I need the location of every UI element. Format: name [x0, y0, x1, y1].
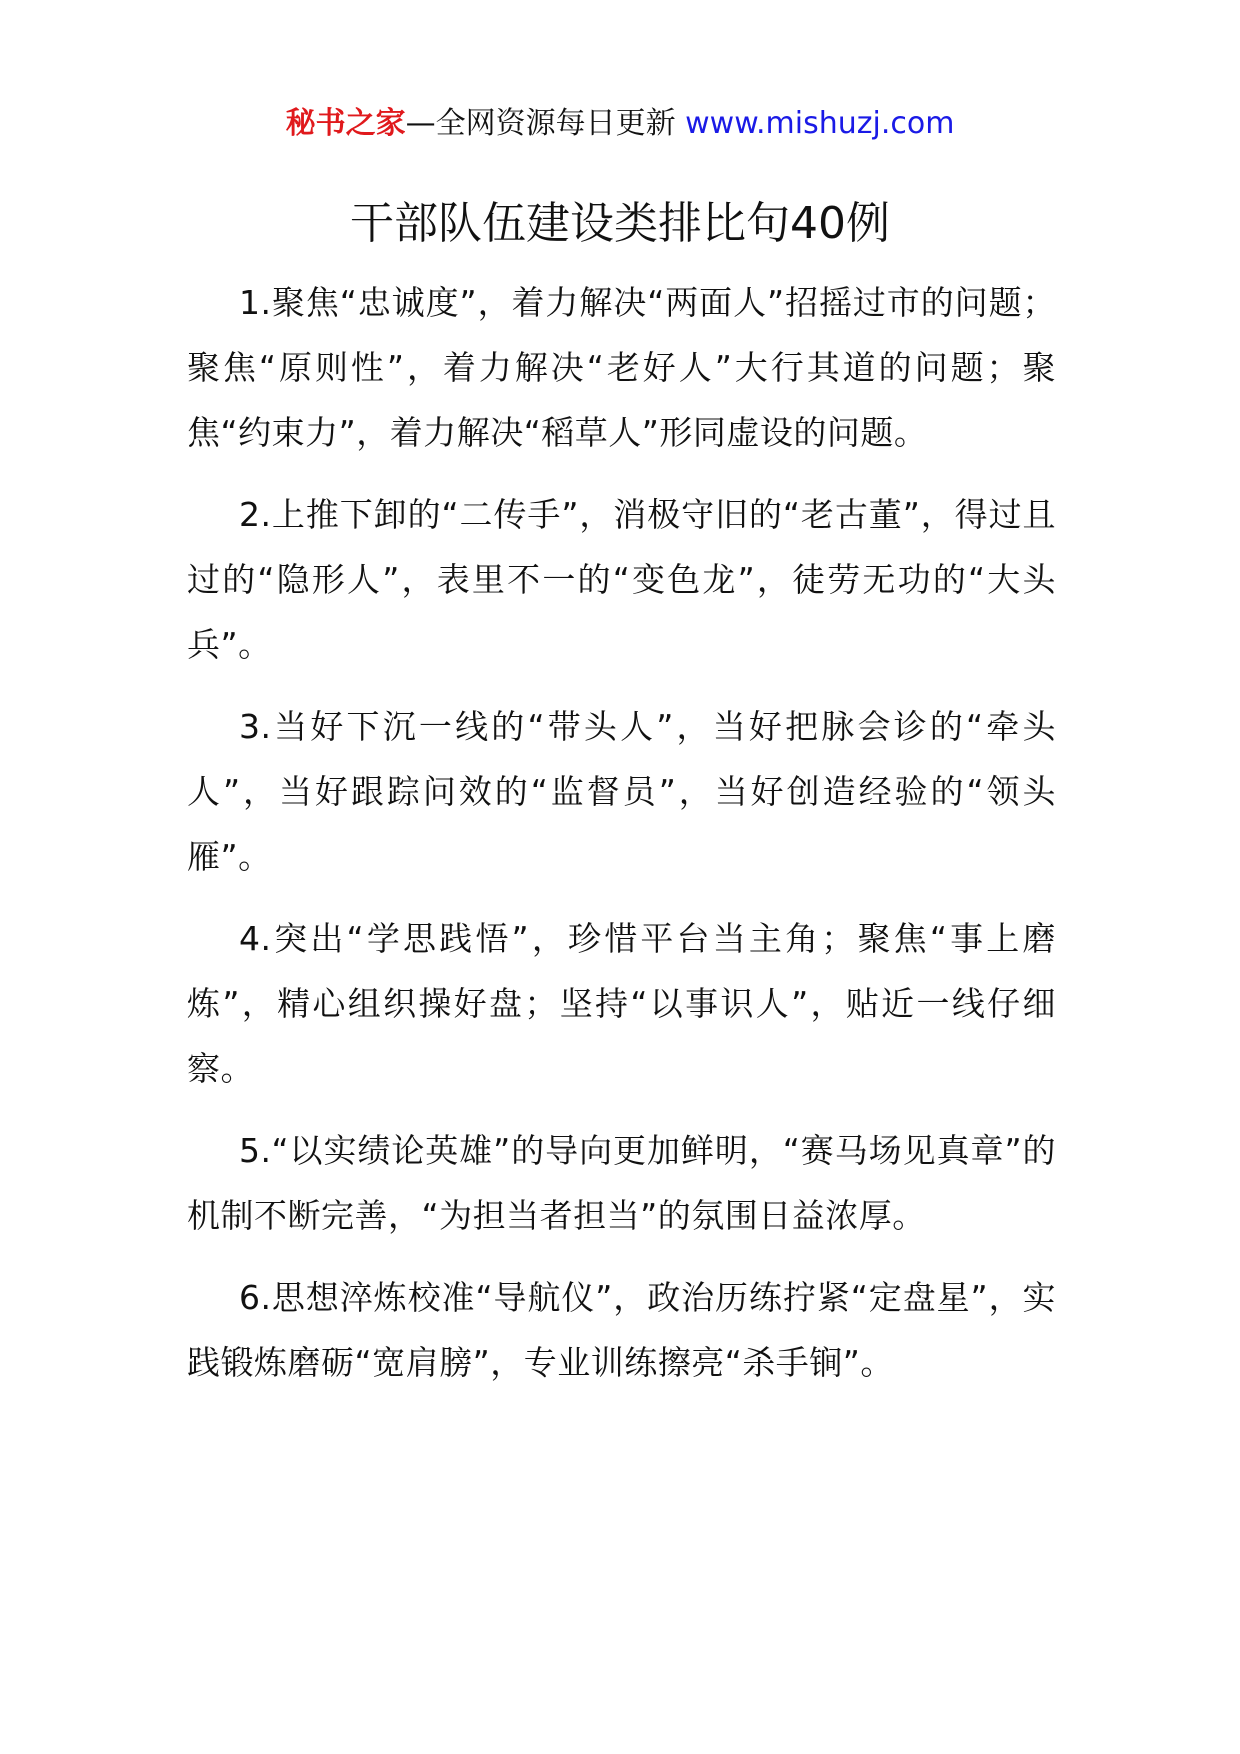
- brand-name: 秘书之家: [285, 106, 406, 141]
- document-title: 干部队伍建设类排比句40例: [350, 198, 890, 249]
- paragraph-6: 6.思想淬炼校准“导航仪”，政治历练拧紧“定盘星”，实践锻炼磨砺“宽肩膀”，专业训练擦亮“杀手锏”。: [187, 1278, 1056, 1382]
- paragraph-2: 2.上推下卸的“二传手”，消极守旧的“老古董”，得过且过的“隐形人”，表里不一的“变色龙”，徒劳无功的“大头兵”。: [187, 495, 1056, 664]
- site-header: [0, 100, 1240, 148]
- paragraph-5: 5.“以实绩论英雄”的导向更加鲜明，“赛马场见真章”的机制不断完善，“为担当者担当”的氛围日益浓厚。: [187, 1131, 1056, 1235]
- site-url-link[interactable]: www.mishuzj.com: [685, 106, 955, 141]
- paragraph-4: 4.突出“学思践悟”，珍惜平台当主角；聚焦“事上磨炼”，精心组织操好盘；坚持“以事识人”，贴近一线仔细察。: [187, 919, 1056, 1088]
- document-body: [187, 270, 1056, 1412]
- paragraph-3: 3.当好下沉一线的“带头人”，当好把脉会诊的“牵头人”，当好跟踪问效的“监督员”，当好创造经验的“领头雁”。: [187, 707, 1056, 876]
- paragraph-1: 1.聚焦“忠诚度”，着力解决“两面人”招摇过市的问题；聚焦“原则性”，着力解决“老好人”大行其道的问题；聚焦“约束力”，着力解决“稻草人”形同虚设的问题。: [187, 283, 1056, 452]
- header-tagline: —全网资源每日更新: [405, 106, 676, 141]
